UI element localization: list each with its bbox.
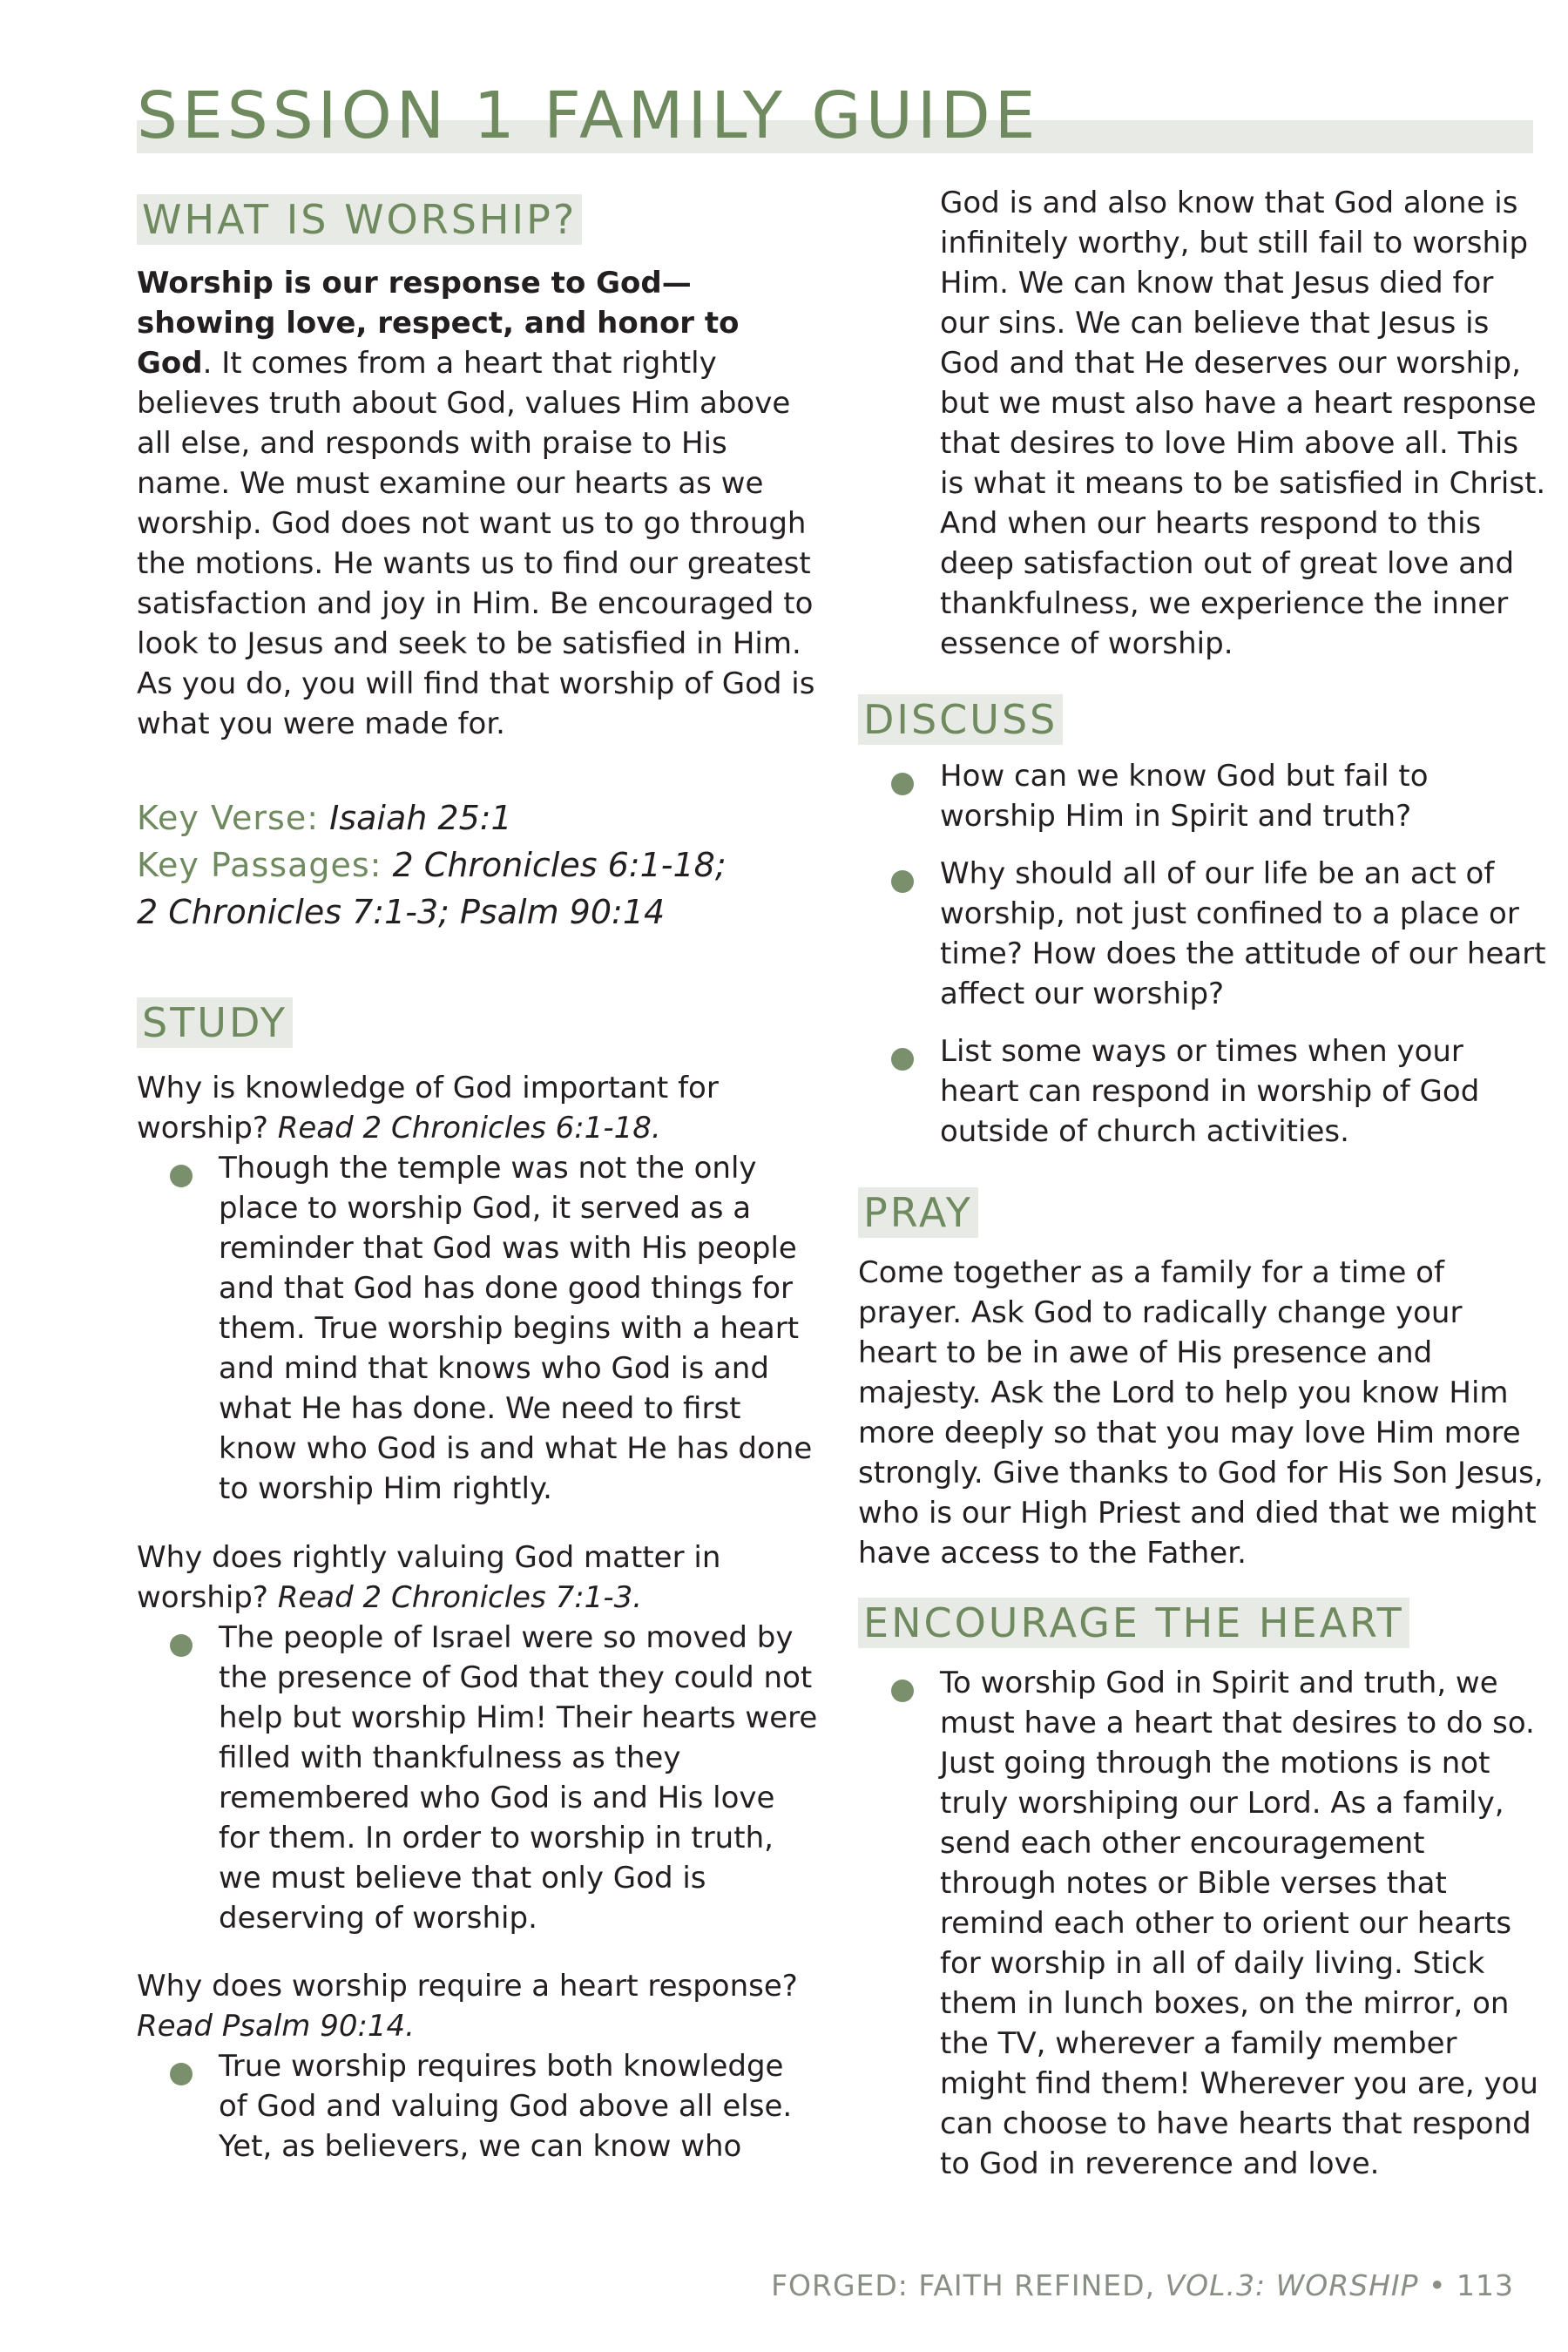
bullet-icon: [170, 2063, 193, 2085]
bullet-icon: [891, 1680, 914, 1702]
key-passages-line-2: [137, 889, 665, 936]
key-passages-line: [137, 841, 727, 889]
page-header: [137, 77, 1533, 155]
heading-pray: PRAY: [858, 1187, 978, 1238]
pray-paragraph: Come together as a family for a time of prayer. Ask God to radically change your heart to be in awe of His presence and majesty. Ask the Lord to help you know Him more deeply so that you may love Him more strongly. Give thanks to God for His Son Jesus, who is our High Priest and died that we might have access to the Father.: [858, 1255, 1544, 1571]
bullet-icon: [891, 870, 914, 893]
bullet-icon: [891, 1048, 914, 1071]
study-answer-1: Though the temple was not the only place to worship God, it served as a reminder that God was with His people and that God has done good things for them. True worship begins with a heart and mind that knows who God is and what He has done. We need to first know who God is and what He has done to worship Him rightly.: [219, 1151, 813, 1506]
discuss-item-3: List some ways or times when your heart can respond in worship of God outside of church activities.: [940, 1034, 1480, 1149]
worship-definition-paragraph: [137, 263, 818, 744]
encourage-item: To worship God in Spirit and truth, we must have a heart that desires to do so. Just going through the motions is not truly worshiping our Lord. As a family, send each other encouragement through notes or Bible verses that remind each other to orient our hearts for worship in all of daily living. Stick them in lunch boxes, on the mirror, on the TV, wherever a family member might find them! Wherever you are, you can choose to have hearts that respond to God in reverence and love.: [940, 1666, 1538, 2181]
page-title: SESSION 1 FAMILY GUIDE: [137, 78, 1040, 153]
key-passages-label: Key Passages:: [137, 846, 382, 884]
heading-what-is-worship: WHAT IS WORSHIP?: [137, 194, 582, 245]
study-answer-2: The people of Israel were so moved by the presence of God that they could not help but worship Him! Their hearts were filled with thankfulness as they remembered who God is and His love for them. In order to worship in truth, we must believe that only God is deserving of worship.: [219, 1620, 818, 1936]
bullet-icon: [891, 773, 914, 795]
page-number: 113: [1456, 2268, 1514, 2302]
study-question-3: Why does worship require a heart response? Read Psalm 90:14.: [137, 1969, 798, 2044]
footer-separator: •: [1429, 2268, 1447, 2302]
bullet-icon: [170, 1165, 193, 1187]
heading-encourage-the-heart: ENCOURAGE THE HEART: [858, 1598, 1409, 1648]
key-passages-value-1: 2 Chronicles 6:1-18;: [392, 846, 727, 884]
footer-series: FORGED: FAITH REFINED,: [771, 2268, 1156, 2302]
worship-definition-body: . It comes from a heart that rightly believes truth about God, values Him above all else, and responds with praise to His name. We must examine our hearts as we worship. God does not want us to go through the motions. He wants us to find our greatest satisfaction and joy in Him. Be encouraged to look to Jesus and seek to be satisfied in Him. As you do, you will find that worship of God is what you were made for.: [137, 346, 815, 741]
discuss-item-1: How can we know God but fail to worship Him in Spirit and truth?: [940, 759, 1429, 834]
study-question-2: Why does rightly valuing God matter in worship? Read 2 Chronicles 7:1-3.: [137, 1540, 721, 1615]
study-question-1-ref: Read 2 Chronicles 6:1-18.: [277, 1111, 661, 1146]
bullet-icon: [170, 1634, 193, 1657]
key-verse-value: Isaiah 25:1: [329, 799, 512, 837]
heading-discuss: DISCUSS: [858, 694, 1063, 745]
heading-study: STUDY: [137, 997, 293, 1048]
worship-definition-bold: Worship is our response to God—showing love, respect, and honor to God: [137, 266, 740, 381]
key-verse-line: [137, 794, 512, 841]
study-question-3-ref: Read Psalm 90:14.: [137, 2009, 415, 2044]
discuss-item-2: Why should all of our life be an act of worship, not just confined to a place or time? How does the attitude of our heart affect our worship?: [940, 856, 1546, 1011]
key-passages-value-2: 2 Chronicles 7:1-3; Psalm 90:14: [137, 893, 666, 931]
study-question-1: Why is knowledge of God important for worship? Read 2 Chronicles 6:1-18.: [137, 1071, 719, 1146]
page-footer: [771, 2268, 1514, 2302]
footer-volume: VOL.3: WORSHIP: [1165, 2268, 1419, 2302]
study-answer-3-start: True worship requires both knowledge of God and valuing God above all else. Yet, as believers, we can know who: [219, 2049, 793, 2164]
study-question-2-ref: Read 2 Chronicles 7:1-3.: [277, 1580, 643, 1615]
study-answer-3-continued: God is and also know that God alone is infinitely worthy, but still fail to worship Him. We can know that Jesus died for our sins. We can believe that Jesus is God and that He deserves our worship, but we must also have a heart response that desires to love Him above all. This is what it means to be satisfied in Christ. And when our hearts respond to this deep satisfaction out of great love and thankfulness, we experience the inner essence of worship.: [940, 186, 1546, 661]
key-verse-label: Key Verse:: [137, 799, 319, 837]
